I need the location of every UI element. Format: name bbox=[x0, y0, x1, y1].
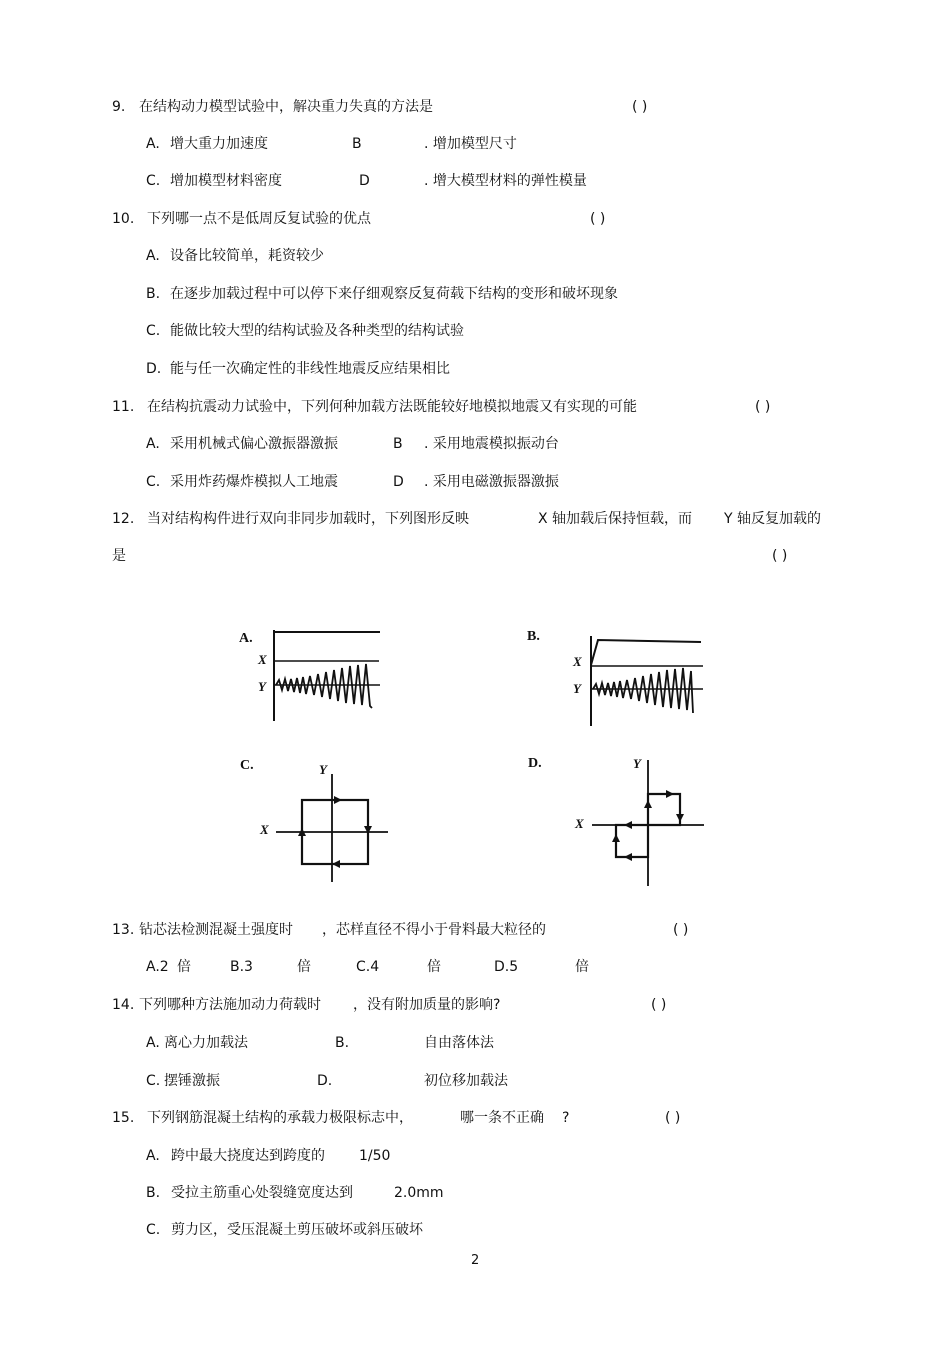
q13-option-d-text: 倍 bbox=[575, 959, 589, 975]
q13-option-a-letter: A.2 bbox=[146, 959, 169, 975]
q13-option-c-text: 倍 bbox=[427, 959, 441, 975]
figure-d-x-axis-label: X bbox=[575, 816, 584, 831]
figure-a-x-axis-label: X bbox=[258, 652, 267, 667]
q9-option-d-text: . 增大模型材料的弹性模量 bbox=[424, 173, 587, 189]
figure-a-y-oscillation bbox=[276, 664, 372, 708]
q13-option-a-text: 倍 bbox=[177, 959, 191, 975]
q14-option-b-letter: B. bbox=[335, 1035, 350, 1051]
q15-option-c-text: 剪力区，受压混凝土剪压破坏或斜压破坏 bbox=[171, 1222, 423, 1238]
q11-option-c-letter: C. bbox=[146, 474, 161, 490]
q15-text-part3: ? bbox=[562, 1110, 570, 1126]
q9-answer-blank: ( ) bbox=[632, 99, 648, 115]
figure-d-arrow-left bbox=[624, 821, 632, 829]
q10-option-a-text: 设备比较简单，耗资较少 bbox=[170, 248, 324, 264]
q10-option-d-letter: D. bbox=[146, 361, 162, 377]
q15-option-c-letter: C. bbox=[146, 1222, 161, 1238]
q14-text-part2: ，没有附加质量的影响? bbox=[353, 997, 501, 1013]
q11-answer-blank: ( ) bbox=[755, 399, 771, 415]
q15-answer-blank: ( ) bbox=[665, 1110, 681, 1126]
q14-number: 14. bbox=[112, 997, 135, 1013]
q15-text-part2: 哪一条不正确 bbox=[460, 1110, 544, 1126]
q13-text-part1: 钻芯法检测混凝土强度时 bbox=[139, 922, 293, 938]
q11-option-c-text: 采用炸药爆炸模拟人工地震 bbox=[170, 474, 338, 490]
q9-option-b-text: . 增加模型尺寸 bbox=[424, 136, 517, 152]
q12-text-part2: X 轴加载后保持恒载，而 bbox=[538, 511, 693, 527]
q11-number: 11. bbox=[112, 399, 135, 415]
q9-option-c-text: 增加模型材料密度 bbox=[170, 173, 282, 189]
q10-option-a-letter: A. bbox=[146, 248, 160, 264]
q12-text-part3: Y 轴反复加载的 bbox=[724, 511, 822, 527]
q15-option-b-letter: B. bbox=[146, 1185, 161, 1201]
q15-option-a-value: 1/50 bbox=[359, 1148, 391, 1164]
q9-text: 在结构动力模型试验中，解决重力失真的方法是 bbox=[139, 99, 433, 115]
q10-option-c-letter: C. bbox=[146, 323, 161, 339]
figure-b-y-oscillation bbox=[593, 668, 693, 713]
figure-b-label: B. bbox=[527, 629, 540, 644]
q13-text-part2: ，芯样直径不得小于骨料最大粒径的 bbox=[322, 922, 546, 938]
q9-option-a-letter: A. bbox=[146, 136, 160, 152]
figure-b-graph bbox=[585, 628, 705, 728]
q14-option-a-letter: A. bbox=[146, 1035, 160, 1051]
q9-option-a-text: 增大重力加速度 bbox=[170, 136, 268, 152]
q11-option-a-letter: A. bbox=[146, 436, 160, 452]
q11-option-d-letter: D bbox=[393, 474, 404, 490]
q15-option-b-text: 受拉主筋重心处裂缝宽度达到 bbox=[171, 1185, 353, 1201]
figure-c-arrow-top bbox=[334, 796, 342, 804]
q14-option-d-text: 初位移加载法 bbox=[424, 1073, 508, 1089]
q13-option-b-text: 倍 bbox=[297, 959, 311, 975]
q10-option-c-text: 能做比较大型的结构试验及各种类型的结构试验 bbox=[170, 323, 464, 339]
figure-a-label: A. bbox=[239, 631, 253, 646]
q14-option-a-text: 离心力加载法 bbox=[164, 1035, 248, 1051]
figure-b-x-axis-label: X bbox=[573, 654, 582, 669]
figure-d-arrow-up bbox=[644, 800, 652, 808]
q9-option-c-letter: C. bbox=[146, 173, 161, 189]
figure-d-arrow-right bbox=[666, 790, 674, 798]
q14-option-b-text: 自由落体法 bbox=[424, 1035, 494, 1051]
q14-option-c-letter: C. bbox=[146, 1073, 161, 1089]
q11-option-b-text: . 采用地震模拟振动台 bbox=[424, 436, 559, 452]
figure-c-arrow-bottom bbox=[332, 860, 340, 868]
page-number: 2 bbox=[471, 1253, 480, 1268]
q14-text-part1: 下列哪种方法施加动力荷载时 bbox=[139, 997, 321, 1013]
q10-option-b-text: 在逐步加载过程中可以停下来仔细观察反复荷载下结构的变形和破坏现象 bbox=[170, 286, 618, 302]
q10-text: 下列哪一点不是低周反复试验的优点 bbox=[147, 211, 371, 227]
q10-option-b-letter: B. bbox=[146, 286, 161, 302]
figure-a-y-axis-label: Y bbox=[258, 679, 266, 694]
q10-number: 10. bbox=[112, 211, 135, 227]
q10-answer-blank: ( ) bbox=[590, 211, 606, 227]
figure-d-graph bbox=[588, 758, 708, 888]
figure-d-y-axis-label: Y bbox=[633, 756, 641, 771]
figure-a-graph bbox=[268, 628, 388, 728]
figure-b-y-axis-label: Y bbox=[573, 681, 581, 696]
q13-number: 13. bbox=[112, 922, 135, 938]
q11-option-b-letter: B bbox=[393, 436, 403, 452]
figure-c-y-axis-label: Y bbox=[319, 762, 327, 777]
figure-b-x-ramp-hold bbox=[591, 640, 701, 665]
q14-option-c-text: 摆锤激振 bbox=[164, 1073, 220, 1089]
q15-number: 15. bbox=[112, 1110, 135, 1126]
q14-answer-blank: ( ) bbox=[651, 997, 667, 1013]
q10-option-d-text: 能与任一次确定性的非线性地震反应结果相比 bbox=[170, 361, 450, 377]
q15-text-part1: 下列钢筋混凝土结构的承载力极限标志中， bbox=[147, 1110, 413, 1126]
figure-c-label: C. bbox=[240, 758, 254, 773]
figure-d-label: D. bbox=[528, 756, 542, 771]
figure-d-arrow-bl-up bbox=[612, 834, 620, 842]
q13-option-c-letter: C.4 bbox=[356, 959, 380, 975]
q14-option-d-letter: D. bbox=[317, 1073, 333, 1089]
q15-option-b-value: 2.0mm bbox=[394, 1185, 444, 1201]
q11-option-a-text: 采用机械式偏心激振器激振 bbox=[170, 436, 338, 452]
q12-text-part1: 当对结构构件进行双向非同步加载时，下列图形反映 bbox=[147, 511, 469, 527]
q11-option-d-text: . 采用电磁激振器激振 bbox=[424, 474, 559, 490]
q11-text: 在结构抗震动力试验中，下列何种加载方法既能较好地模拟地震又有实现的可能 bbox=[147, 399, 637, 415]
figure-d-arrow-bl-left bbox=[624, 853, 632, 861]
q15-option-a-text: 跨中最大挠度达到跨度的 bbox=[171, 1148, 325, 1164]
q13-answer-blank: ( ) bbox=[673, 922, 689, 938]
q12-text-line2: 是 bbox=[112, 548, 126, 564]
figure-d-arrow-down bbox=[676, 814, 684, 822]
q13-option-b-letter: B.3 bbox=[230, 959, 253, 975]
figure-c-x-axis-label: X bbox=[260, 822, 269, 837]
figure-c-graph bbox=[272, 772, 392, 882]
q15-option-a-letter: A. bbox=[146, 1148, 160, 1164]
q12-number: 12. bbox=[112, 511, 135, 527]
q9-number: 9. bbox=[112, 99, 126, 115]
q13-option-d-letter: D.5 bbox=[494, 959, 519, 975]
q9-option-d-letter: D bbox=[359, 173, 370, 189]
q9-option-b-letter: B bbox=[352, 136, 362, 152]
q12-answer-blank: ( ) bbox=[772, 548, 788, 564]
